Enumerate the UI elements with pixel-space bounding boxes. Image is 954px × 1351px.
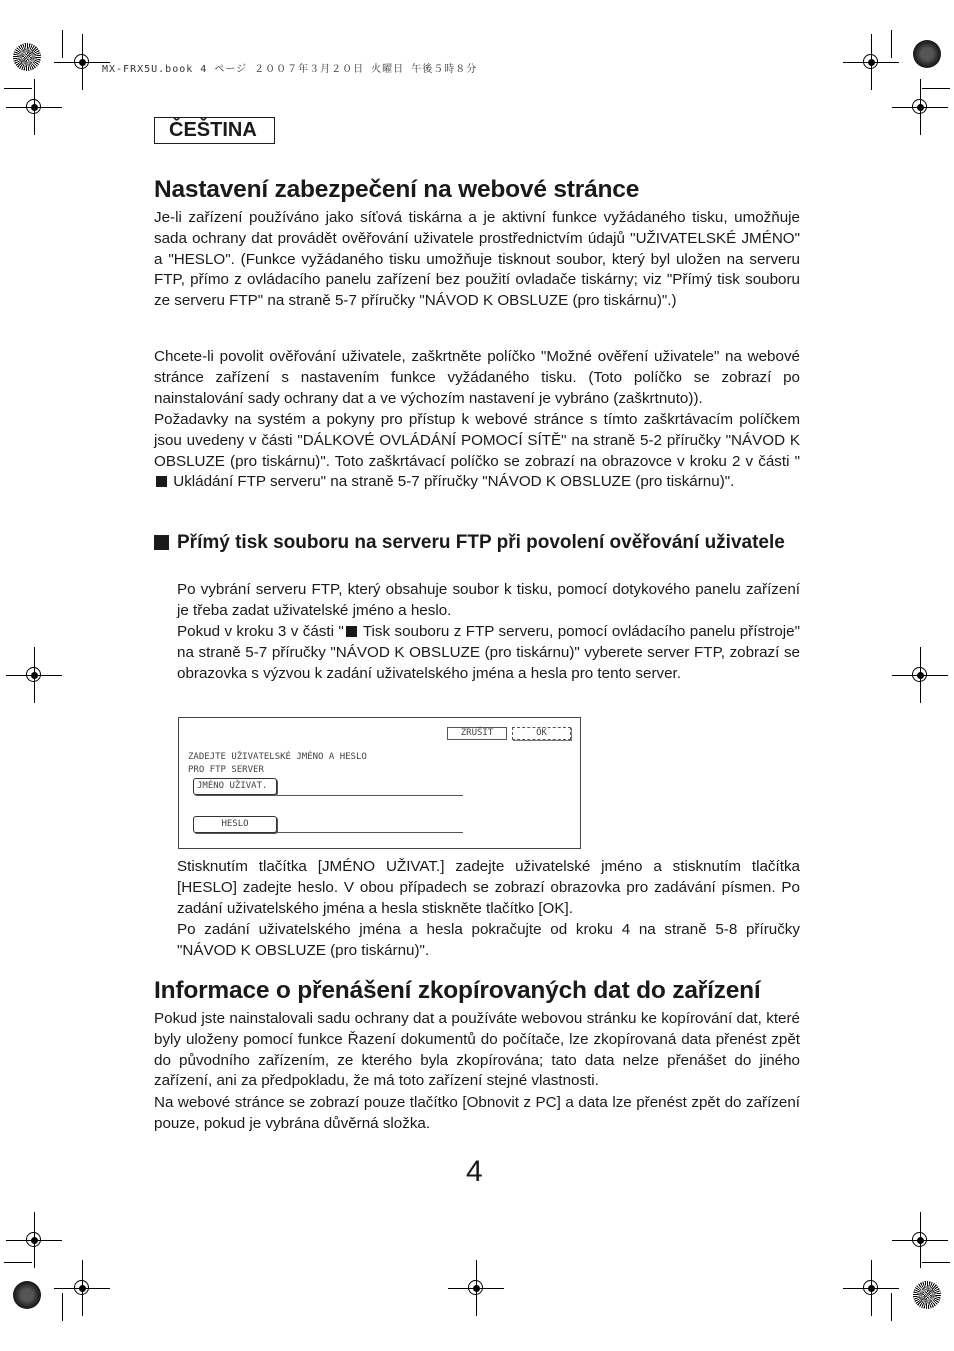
section-title: Informace o přenášení zkopírovaných dat do zařízení [154,977,761,1004]
crop-mark [891,30,892,58]
registration-sunburst-top-right [913,40,941,68]
paragraph: Pokud jste nainstalovali sadu ochrany dat a používáte webovou stránku ke kopírování dat, které byly uloženy pomocí funkce Řazení dokumentů do počítače, lze zkopírovaná data přenést zpět do původního zařízením, ze kterého byla zkopírována; tato data nelze přenášet do jiného zařízení, ani za předpokladu, že má toto zařízení stejné vlastnosti. [154,1010,800,1090]
section-title: Nastavení zabezpečení na webové stránce [154,176,640,203]
password-button[interactable]: HESLO [193,816,277,833]
dialog-prompt: ZADEJTE UŽIVATELSKÉ JMÉNO A HESLO PRO FTP SERVER [188,752,367,775]
username-button[interactable]: JMÉNO UŽIVAT. [193,778,277,795]
paragraph: Pokud v kroku 3 v části " Tisk souboru z FTP serveru, pomocí ovládacího panelu přístroje" na straně 5-7 příručky "NÁVOD K OBSLUZE (pro tiskárnu)" vyberete server FTP, zobrazí se obrazovka s výzvou k zadání uživatelského jména a hesla pro tento server. [177,623,800,682]
subsection-heading [154,530,800,555]
paragraph: Chcete-li povolit ověřování uživatele, zaškrtněte políčko "Možné ověření uživatele" na webové stránce zařízení s nastavením funkce vyžádaného tisku. (Toto políčko se zobrazí po nainstalování sady ochrany dat a ve výchozím nastavení je vybráno (zaškrtnuto)). [154,348,800,407]
crop-mark [922,88,950,89]
ok-button[interactable]: OK [512,727,571,740]
print-header: MX-FRX5U.book 4 ページ ２００７年３月２０日 火曜日 午後５時８分 [102,64,478,75]
password-field[interactable] [277,832,463,833]
language-label: ČEŠTINA [154,117,275,144]
crop-mark [4,1262,32,1263]
subsection-title: Přímý tisk souboru na serveru FTP při povolení ověřování uživatele [177,532,785,553]
page-number: 4 [466,1155,483,1188]
paragraph: Po zadání uživatelského jména a hesla pokračujte od kroku 4 na straně 5-8 příručky "NÁVOD K OBSLUZE (pro tiskárnu)". [177,921,800,959]
cancel-button[interactable]: ZRUŠIT [447,727,507,740]
crop-mark [891,1293,892,1321]
crop-mark [922,1262,950,1263]
crop-mark [4,88,32,89]
square-bullet-icon [154,535,169,550]
paragraph: Je-li zařízení používáno jako síťová tiskárna a je aktivní funkce vyžádaného tisku, umožňuje sada ochrany dat provádět ověřování uživatele prostřednictvím údajů "UŽIVATELSKÉ JMÉNO" a "HESLO". (Funkce vyžádaného tisku umožňuje tisknout soubor, který byl uložen na serveru FTP, přímo z ovládacího panelu zařízení bez použití ovladače tiskárny; viz "Přímý tisk souboru ze serveru FTP" na straně 5-7 příručky "NÁVOD K OBSLUZE (pro tiskárnu)".) [154,209,800,310]
crop-mark [62,30,63,58]
paragraph: Stisknutím tlačítka [JMÉNO UŽIVAT.] zadejte uživatelské jméno a stisknutím tlačítka [HESLO] zadejte heslo. V obou případech se zobrazí obrazovka pro zadávání písmen. Po zadání uživatelského jména a hesla stiskněte tlačítko [OK]. [177,858,800,917]
paragraph: Požadavky na systém a pokyny pro přístup k webové stránce s tímto zaškrtávacím políčkem jsou uvedeny v části "DÁLKOVÉ OVLÁDÁNÍ POMOCÍ SÍTĚ" na straně 5-2 příručky "NÁVOD K OBSLUZE (pro tiskárnu)". Toto zaškrtávací políčko se zobrazí na obrazovce v kroku 2 v části " Ukládání FTP serveru" na straně 5-7 příručky "NÁVOD K OBSLUZE (pro tiskárnu)". [154,411,800,491]
square-bullet-icon [346,626,357,637]
registration-sunburst-bottom-right [913,1281,941,1309]
registration-sunburst-bottom-left [13,1281,41,1309]
registration-sunburst-top-left [13,43,41,71]
username-field[interactable] [277,795,463,796]
crop-mark [62,1293,63,1321]
square-bullet-icon [156,476,167,487]
login-dialog-screenshot [178,717,581,849]
paragraph: Po vybrání serveru FTP, který obsahuje soubor k tisku, pomocí dotykového panelu zařízení je třeba zadat uživatelské jméno a heslo. [177,581,800,619]
paragraph: Na webové stránce se zobrazí pouze tlačítko [Obnovit z PC] a data lze přenést zpět do zařízení pouze, pokud je vybrána důvěrná složka. [154,1094,800,1132]
